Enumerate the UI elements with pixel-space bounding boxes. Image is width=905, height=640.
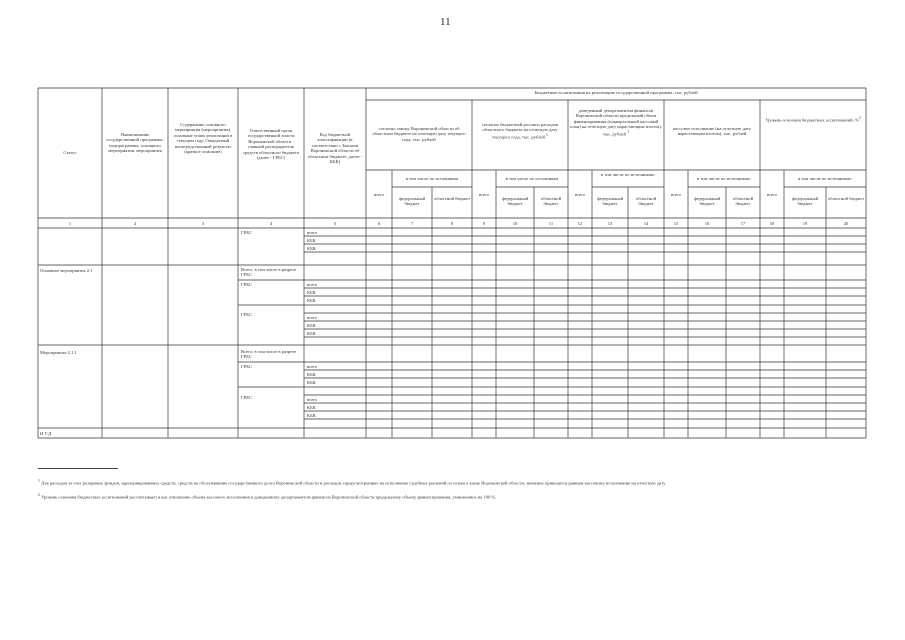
total-label: всего <box>307 230 318 235</box>
grbs-label: ГРБС <box>241 312 252 317</box>
grbs-label: ГРБС <box>241 282 252 287</box>
kbk-label: КБК <box>307 413 316 418</box>
grbs-label: ГРБС <box>241 364 252 369</box>
col-budget-list: согласно бюджетной росписи расходов областного бюджета на отчетную дату текущего года, тыс. рублей $^1$ <box>481 122 559 140</box>
total-by-grbs: Всего, в том числе в разрезе ГРБС <box>241 349 297 360</box>
col-number: 17 <box>740 221 746 226</box>
kbk-label: КБК <box>307 380 316 385</box>
col-number: 15 <box>673 221 679 226</box>
incl-10: в том числе по источникам <box>505 176 559 181</box>
grbs-label: ГРБС <box>241 395 252 400</box>
col-name: Наименование государственной программы, подпрограммы, основного мероприятия, мероприятия <box>106 132 164 154</box>
total-by-grbs: Всего, в том числе в разрезе ГРБС <box>241 267 297 278</box>
incl-19: в том числе по источникам: <box>798 176 852 181</box>
col-number: 13 <box>607 221 613 226</box>
federal-7: федеральный бюджет <box>398 196 426 207</box>
col-number: 9 <box>482 221 486 226</box>
col-number: 11 <box>548 221 554 226</box>
total-18: всего <box>766 192 778 197</box>
total-9: всего <box>478 192 490 197</box>
top-header: Бюджетные ассигнования на реализацию государственной программы, тыс. рублей <box>534 90 698 95</box>
incl-7: в том числе по источникам <box>405 176 459 181</box>
federal-13: федеральный бюджет <box>596 196 624 207</box>
kbk-label: КБК <box>307 323 316 328</box>
col-kbk: Код бюджетной классификации (в соответствии с Законом Воронежской области об областном бюджете, далее - КБК) <box>307 132 363 165</box>
incl-16: в том числе по источникам: <box>697 176 751 181</box>
kbk-label: КБК <box>307 405 316 410</box>
col-number: 2 <box>133 221 137 226</box>
federal-10: федеральный бюджет <box>501 196 529 207</box>
total-6: всего <box>373 192 385 197</box>
grbs-label: ГРБС <box>241 230 252 235</box>
regional-14: областной бюджет <box>635 196 657 207</box>
col-number: 12 <box>577 221 583 226</box>
regional-20: областной бюджет <box>827 196 865 201</box>
total-12: всего <box>574 192 586 197</box>
kbk-label: КБК <box>307 246 316 251</box>
incl-13: в том числе по источникам: <box>601 172 655 177</box>
col-prelim: доведенный департаментом финансов Воронежской области предельный объем финансирования (поквартальный кассовый план) на отчетную дату нарастающим итогом), тыс. рублей $^1$ <box>570 108 662 137</box>
footnote-1: $^1$ Для расходов за счет резервных фондов, зарезервированных средств, средств на обслуживание государственного долга Воронежской области и расходов, предусмотренных на исполнение судебных решений по искам к казне Воронежской области, значение приводится равным кассовому исполнению на отчетную дату. <box>38 479 667 486</box>
federal-19: федеральный бюджет <box>791 196 819 207</box>
kbk-label: КБК <box>307 331 316 336</box>
col-level: Уровень освоения бюджетных ассигнований, %$^2$ <box>765 116 861 123</box>
total-label: всего <box>307 397 318 402</box>
col-responsible: Ответственный орган государственной власти Воронежской области - главный распорядитель средств областного бюджета (далее - ГРБС) <box>242 128 299 161</box>
regional-11: областной бюджет <box>540 196 562 207</box>
page-number: 11 <box>440 16 451 28</box>
regional-8: областной бюджет <box>433 196 471 201</box>
total-label: всего <box>307 282 318 287</box>
col-number: 10 <box>512 221 518 226</box>
total-label: всего <box>307 364 318 369</box>
col-number: 3 <box>201 221 205 226</box>
col-key-events: Содержание основного мероприятия (мероприятия), основные этапы реализации в текущем году. Ожидаемый непосредственный результат (краткое описание) <box>173 122 233 155</box>
col-number: 7 <box>410 221 414 226</box>
regional-17: областной бюджет <box>732 196 754 207</box>
kbk-label: КБК <box>307 298 316 303</box>
kbk-label: КБК <box>307 290 316 295</box>
col-number: 8 <box>450 221 454 226</box>
col-number: 14 <box>643 221 649 226</box>
col-number: 19 <box>802 221 808 226</box>
footer-cell: И Т.Д. <box>40 431 53 436</box>
total-15: всего <box>670 192 682 197</box>
col-number: 5 <box>333 221 337 226</box>
col-number: 20 <box>843 221 849 226</box>
kbk-label: КБК <box>307 238 316 243</box>
footnote-2: $^2$ Уровень освоения бюджетных ассигнований рассчитывается как отношение объема кассового исполнения к доведенному департаментом финансов Воронежской области предельному объему финансирования, умноженное на 100 %. <box>38 493 497 500</box>
footnote-separator <box>38 468 118 469</box>
col-number: 6 <box>377 221 381 226</box>
kbk-label: КБК <box>307 372 316 377</box>
col-cash: кассовое исполнение (на отчетную дату нарастающим итогом), тыс. рублей <box>673 126 751 137</box>
main-event-label: Основное мероприятие 2.1 <box>40 268 93 273</box>
col-number: 1 <box>68 221 72 226</box>
federal-16: федеральный бюджет <box>693 196 721 207</box>
total-label: всего <box>307 315 318 320</box>
col-number: 18 <box>769 221 775 226</box>
col-number: 4 <box>269 221 273 226</box>
event-label: Мероприятие 2.1.1 <box>40 350 77 355</box>
col-number: 16 <box>704 221 710 226</box>
col-law: согласно закону Воронежской области об областном бюджете на отчетную дату текущего года, тыс. рублей <box>372 126 466 142</box>
col-status: Статус <box>63 150 77 155</box>
